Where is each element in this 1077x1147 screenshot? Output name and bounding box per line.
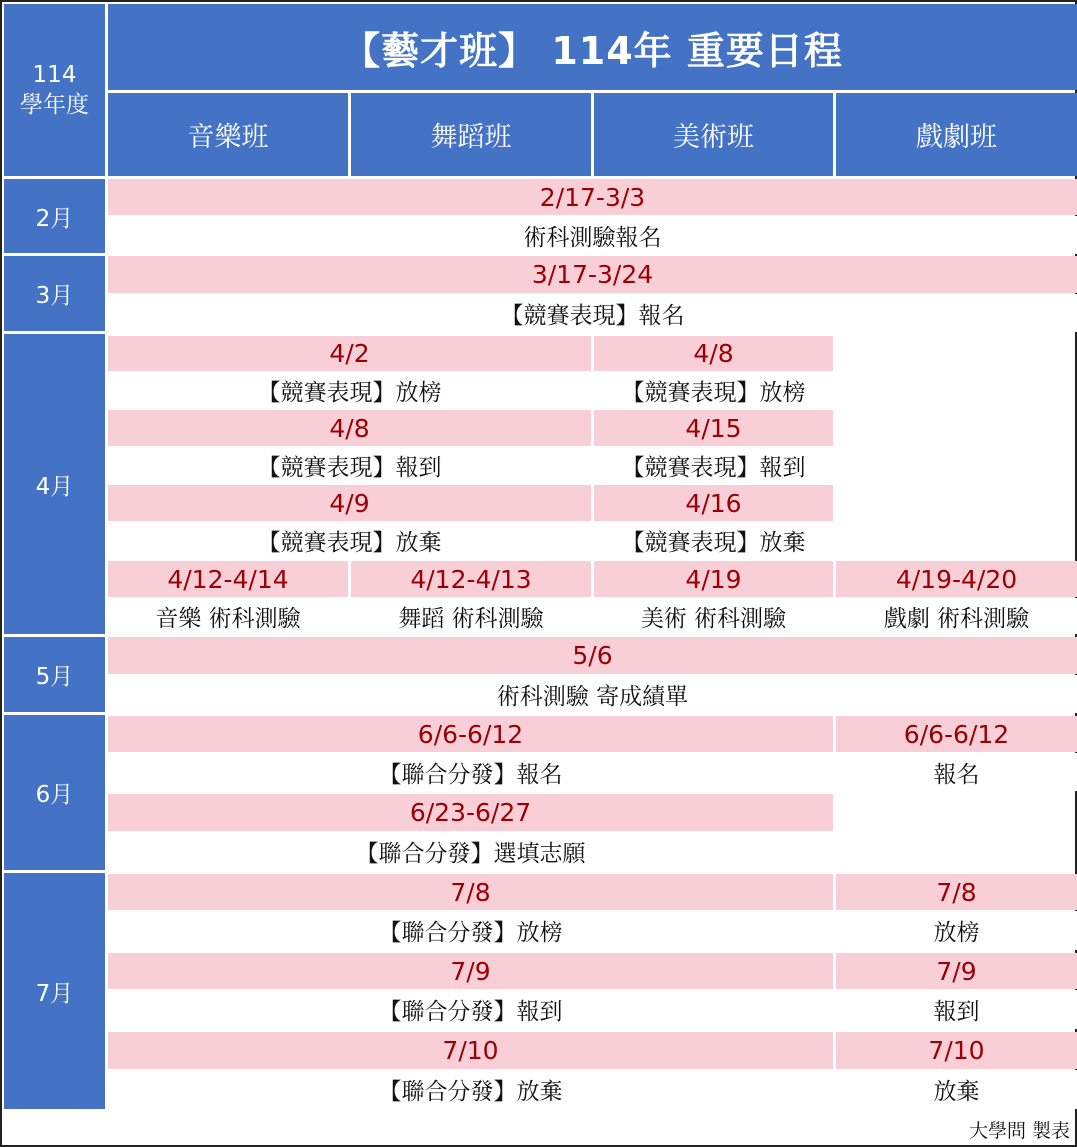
school-year-label [4,4,105,176]
date-cell: 4/9 [108,485,591,521]
date-cell: 6/23-6/27 [108,794,833,831]
date-cell: 4/15 [594,410,833,446]
month-label-jul: 7月 [4,873,105,1109]
event-cell: 【聯合分發】報名 [108,753,833,791]
event-cell: 音樂 術科測驗 [108,598,348,634]
event-cell: 報到 [836,990,1077,1029]
event-cell: 【聯合分發】放棄 [108,1070,833,1109]
month-label-mar: 3月 [4,256,105,331]
event-cell: 【聯合分發】放榜 [108,911,833,950]
date-cell: 5/6 [108,637,1077,674]
event-cell: 【競賽表現】放榜 [108,372,591,408]
date-cell: 7/10 [108,1032,833,1069]
date-cell: 3/17-3/24 [108,256,1077,293]
column-header-music: 音樂班 [108,93,348,176]
date-cell: 4/19 [594,561,833,597]
event-cell: 【聯合分發】選填志願 [108,832,833,871]
event-cell: 【競賽表現】放棄 [594,522,833,559]
date-cell: 7/8 [836,874,1077,910]
month-label-may: 5月 [4,637,105,712]
month-label-apr: 4月 [4,334,105,634]
event-cell: 【競賽表現】放榜 [594,372,833,408]
event-cell: 【聯合分發】報到 [108,990,833,1029]
event-cell: 【競賽表現】報到 [108,447,591,483]
column-header-art: 美術班 [594,93,833,176]
date-cell: 4/12-4/13 [351,561,591,597]
event-cell: 【競賽表現】報到 [594,447,833,483]
source-credit: 大學問 製表 [968,1119,1070,1142]
date-cell: 6/6-6/12 [108,716,833,752]
event-cell: 戲劇 術科測驗 [836,598,1077,634]
event-cell: 美術 術科測驗 [594,598,833,634]
page-title: 【藝才班】 114年 重要日程 [108,4,1077,90]
date-cell: 6/6-6/12 [836,716,1077,752]
event-cell: 報名 [836,753,1077,791]
month-label-feb: 2月 [4,179,105,253]
date-cell: 2/17-3/3 [108,179,1077,215]
month-label-jun: 6月 [4,715,105,870]
date-cell: 4/8 [594,336,833,371]
date-cell: 4/2 [108,336,591,371]
event-cell: 術科測驗 寄成績單 [108,675,1077,713]
date-cell: 7/8 [108,874,833,910]
date-cell: 7/9 [108,953,833,989]
column-header-dance: 舞蹈班 [351,93,591,176]
column-header-drama: 戲劇班 [836,93,1077,176]
date-cell: 4/16 [594,485,833,521]
school-year-number: 114 [32,62,77,88]
date-cell: 4/8 [108,410,591,446]
event-cell: 放榜 [836,911,1077,950]
event-cell: 【競賽表現】放棄 [108,522,591,559]
event-cell: 【競賽表現】報名 [108,294,1077,332]
date-cell: 4/19-4/20 [836,561,1077,597]
date-cell: 7/9 [836,953,1077,989]
school-year-suffix: 學年度 [20,92,89,118]
date-cell: 7/10 [836,1032,1077,1069]
event-cell: 舞蹈 術科測驗 [351,598,591,634]
event-cell: 術科測驗報名 [108,216,1077,254]
event-cell: 放棄 [836,1070,1077,1109]
date-cell: 4/12-4/14 [108,561,348,597]
